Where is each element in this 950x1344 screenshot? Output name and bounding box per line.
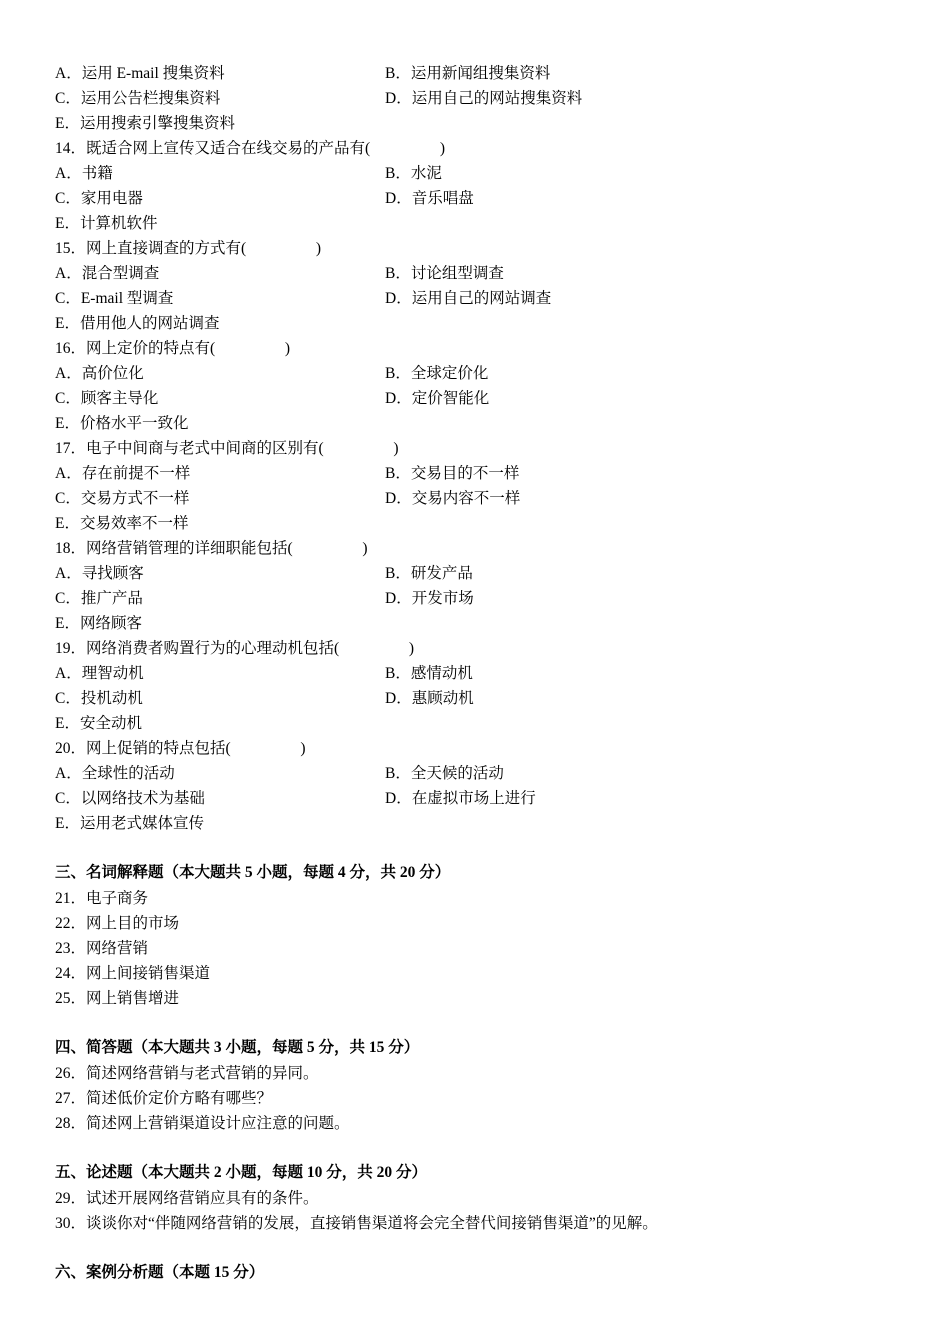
option-b: B．水泥 [385,165,442,182]
option-row [55,111,915,136]
option-e: E．运用搜索引擎搜集资料 [55,115,235,132]
option-b: B．讨论组型调查 [385,265,504,282]
option-row [55,586,915,611]
option-row [55,311,915,336]
option-c: C．家用电器 [55,190,143,207]
option-a: A．运用 E-mail 搜集资料 [55,65,225,82]
option-row [55,86,915,111]
option-row [55,361,915,386]
option-a: A．存在前提不一样 [55,465,191,482]
option-row [55,511,915,536]
option-d: D．交易内容不一样 [385,490,521,507]
section-heading: 五、论述题（本大题共 2 小题，每题 10 分，共 20 分） [55,1164,428,1181]
section-heading: 三、名词解释题（本大题共 5 小题，每题 4 分，共 20 分） [55,864,451,881]
option-b: B．全球定价化 [385,365,489,382]
option-a: A．高价位化 [55,365,144,382]
option-b: B．感情动机 [385,665,473,682]
option-a: A．理智动机 [55,665,144,682]
option-b: B．交易目的不一样 [385,465,520,482]
option-row [55,186,915,211]
question-item: 29．试述开展网络营销应具有的条件。 [55,1190,319,1207]
option-row [55,486,915,511]
option-d: D．音乐唱盘 [385,190,474,207]
option-row [55,561,915,586]
option-e: E．运用老式媒体宣传 [55,815,204,832]
option-a: A．寻找顾客 [55,565,144,582]
option-c: C．投机动机 [55,690,143,707]
option-row [55,286,915,311]
option-d: D．惠顾动机 [385,690,474,707]
option-e: E．借用他人的网站调查 [55,315,220,332]
option-e: E．交易效率不一样 [55,515,189,532]
option-d: D．开发市场 [385,590,474,607]
option-row [55,61,915,86]
question-stem: 17．电子中间商与老式中间商的区别有( ) [55,440,399,457]
option-row [55,711,915,736]
option-a: A．书籍 [55,165,113,182]
option-e: E．安全动机 [55,715,142,732]
option-row [55,811,915,836]
option-row [55,211,915,236]
option-d: D．运用自己的网站调查 [385,290,552,307]
question-item: 28．简述网上营销渠道设计应注意的问题。 [55,1115,350,1132]
question-item: 27．简述低价定价方略有哪些？ [55,1090,273,1107]
question-stem: 19．网络消费者购置行为的心理动机包括( ) [55,640,415,657]
option-row [55,411,915,436]
question-stem: 16．网上定价的特点有( ) [55,340,291,357]
question-item: 22．网上目的市场 [55,915,180,932]
question-stem: 18．网络营销管理的详细职能包括( ) [55,540,368,557]
option-c: C．E-mail 型调查 [55,290,174,307]
option-e: E．网络顾客 [55,615,142,632]
option-d: D．运用自己的网站搜集资料 [385,90,583,107]
option-b: B．运用新闻组搜集资料 [385,65,551,82]
option-row [55,161,915,186]
question-stem: 14．既适合网上宣传又适合在线交易的产品有( ) [55,140,446,157]
option-d: D．在虚拟市场上进行 [385,790,536,807]
question-stem: 20．网上促销的特点包括( ) [55,740,306,757]
option-a: A．混合型调查 [55,265,160,282]
option-b: B．研发产品 [385,565,473,582]
section-heading: 六、案例分析题（本题 15 分） [55,1264,265,1281]
option-a: A．全球性的活动 [55,765,175,782]
option-c: C．交易方式不一样 [55,490,190,507]
option-c: C．运用公告栏搜集资料 [55,90,221,107]
option-row [55,661,915,686]
section-heading: 四、简答题（本大题共 3 小题，每题 5 分，共 15 分） [55,1039,420,1056]
option-b: B．全天候的活动 [385,765,504,782]
question-stem: 15．网上直接调查的方式有( ) [55,240,322,257]
question-item: 24．网上间接销售渠道 [55,965,211,982]
option-row [55,686,915,711]
option-row [55,786,915,811]
question-item: 23．网络营销 [55,940,149,957]
exam-page [55,61,915,1286]
option-row [55,386,915,411]
question-item: 21．电子商务 [55,890,149,907]
option-c: C．推广产品 [55,590,143,607]
option-e: E．价格水平一致化 [55,415,189,432]
option-c: C．顾客主导化 [55,390,159,407]
question-item: 25．网上销售增进 [55,990,180,1007]
option-e: E．计算机软件 [55,215,158,232]
option-row [55,261,915,286]
multiple-choice-questions [55,136,915,836]
option-c: C．以网络技术为基础 [55,790,205,807]
option-row [55,761,915,786]
option-row [55,611,915,636]
option-d: D．定价智能化 [385,390,490,407]
option-row [55,461,915,486]
question-item: 30．谈谈你对“伴随网络营销的发展，直接销售渠道将会完全替代间接销售渠道”的见解。 [55,1215,658,1232]
question-item: 26．简述网络营销与老式营销的异同。 [55,1065,319,1082]
